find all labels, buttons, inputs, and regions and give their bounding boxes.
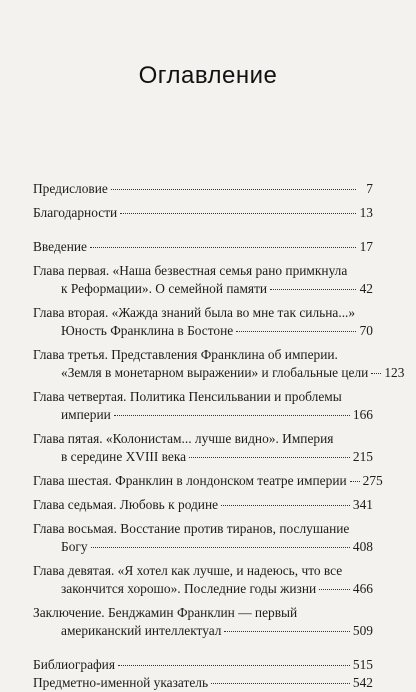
dot-leader xyxy=(221,504,350,506)
toc-entry xyxy=(33,346,405,382)
toc-page-number: 341 xyxy=(352,497,373,512)
toc-entry-line xyxy=(33,656,373,674)
toc-entry-title: Заключение. Бенджамин Франклин — первый xyxy=(33,605,298,620)
toc-page-number: 13 xyxy=(359,205,373,220)
toc-entry xyxy=(33,388,373,424)
toc-entry-line xyxy=(33,406,373,424)
toc-entry-title: Глава вторая. «Жажда знаний была во мне так сильна...» xyxy=(33,305,356,320)
toc-page-number: 515 xyxy=(352,657,373,672)
toc-entry-title: Богу xyxy=(61,539,88,554)
toc-entry-line xyxy=(33,204,373,222)
toc-entry-title: Глава первая. «Наша безвестная семья рано примкнула xyxy=(33,263,348,278)
toc-entry xyxy=(33,204,373,222)
toc-entry xyxy=(33,674,373,692)
dot-leader xyxy=(91,546,350,548)
dot-leader xyxy=(270,288,356,290)
toc-entry-title: Благодарности xyxy=(33,205,118,220)
toc-page-number: 509 xyxy=(352,623,373,638)
toc-entry-title: в середине XVIII века xyxy=(61,449,187,464)
toc-entry xyxy=(33,656,373,674)
toc-entry-title: американский интеллектуал xyxy=(61,623,222,638)
toc-entry-line xyxy=(33,322,373,340)
toc-page-number: 7 xyxy=(366,181,373,196)
dot-leader xyxy=(224,630,349,632)
table-of-contents xyxy=(33,180,405,692)
toc-page-number: 408 xyxy=(352,539,373,554)
toc-entry-line xyxy=(33,674,373,692)
toc-entry xyxy=(33,562,373,598)
page-title: Оглавление xyxy=(138,62,278,89)
toc-entry-title: «Земля в монетарном выражении» и глобальные цели xyxy=(61,365,369,380)
toc-entry-line xyxy=(33,604,373,622)
toc-entry-line xyxy=(33,520,373,538)
toc-entry-line xyxy=(33,448,373,466)
dot-leader xyxy=(211,682,350,684)
toc-entry-line xyxy=(33,364,405,382)
dot-leader xyxy=(236,330,356,332)
toc-entry-title: Библиография xyxy=(33,657,116,672)
toc-entry-line xyxy=(33,580,373,598)
toc-entry-title: Глава девятая. «Я хотел как лучше, и надеюсь, что все xyxy=(33,563,343,578)
toc-entry-title: Введение xyxy=(33,239,87,254)
dot-leader xyxy=(350,480,360,482)
toc-entry-line xyxy=(33,430,373,448)
toc-entry-line xyxy=(33,388,373,406)
bleed-through-header xyxy=(24,2,394,24)
toc-entry-line xyxy=(33,346,373,364)
toc-entry xyxy=(33,430,373,466)
toc-page-number: 275 xyxy=(362,473,383,488)
toc-entry-title: Предисловие xyxy=(33,181,108,196)
toc-page-number: 542 xyxy=(352,675,373,690)
toc-entry-line xyxy=(33,496,373,514)
toc-entry-title: Глава седьмая. Любовь к родине xyxy=(33,497,219,512)
toc-entry-title: Глава пятая. «Колонистам... лучше видно». Империя xyxy=(33,431,334,446)
toc-entry-title: Глава шестая. Франклин в лондонском театре империи xyxy=(33,473,347,488)
toc-entry-line xyxy=(33,562,373,580)
toc-entry-title: Глава третья. Представления Франклина об империи. xyxy=(33,347,338,362)
toc-entry xyxy=(33,304,373,340)
toc-page-number: 466 xyxy=(352,581,373,596)
toc-page-number: 123 xyxy=(384,365,405,380)
toc-entry-line xyxy=(33,304,373,322)
toc-entry xyxy=(33,472,383,490)
toc-entry-line xyxy=(33,180,373,198)
toc-entry-line xyxy=(33,472,383,490)
toc-entry-title: Предметно-именной указатель xyxy=(33,675,209,690)
dot-leader xyxy=(189,456,350,458)
toc-entry xyxy=(33,262,373,298)
dot-leader xyxy=(371,372,381,374)
dot-leader xyxy=(90,246,356,248)
dot-leader xyxy=(118,664,350,666)
toc-entry-title: Глава восьмая. Восстание против тиранов, послушание xyxy=(33,521,350,536)
toc-page-number: 215 xyxy=(352,449,373,464)
toc-entry-line xyxy=(33,280,373,298)
toc-entry-title: Глава четвертая. Политика Пенсильвании и проблемы xyxy=(33,389,342,404)
dot-leader xyxy=(120,212,356,214)
toc-entry-title: империи xyxy=(61,407,111,422)
toc-entry xyxy=(33,520,373,556)
toc-page-number: 42 xyxy=(359,281,373,296)
toc-entry-title: Юность Франклина в Бостоне xyxy=(61,323,234,338)
toc-page-number: 70 xyxy=(359,323,373,338)
toc-entry-line xyxy=(33,262,373,280)
toc-entry-title: закончится хорошо». Последние годы жизни xyxy=(61,581,317,596)
toc-entry-title: к Реформации». О семейной памяти xyxy=(61,281,268,296)
toc-page-number: 17 xyxy=(359,239,373,254)
toc-entry xyxy=(33,180,373,198)
toc-entry-line xyxy=(33,238,373,256)
toc-entry xyxy=(33,496,373,514)
dot-leader xyxy=(319,588,350,590)
dot-leader xyxy=(114,414,350,416)
toc-entry xyxy=(33,238,373,256)
dot-leader xyxy=(111,188,356,190)
toc-entry-line xyxy=(33,622,373,640)
toc-page-number: 166 xyxy=(352,407,373,422)
toc-entry-line xyxy=(33,538,373,556)
